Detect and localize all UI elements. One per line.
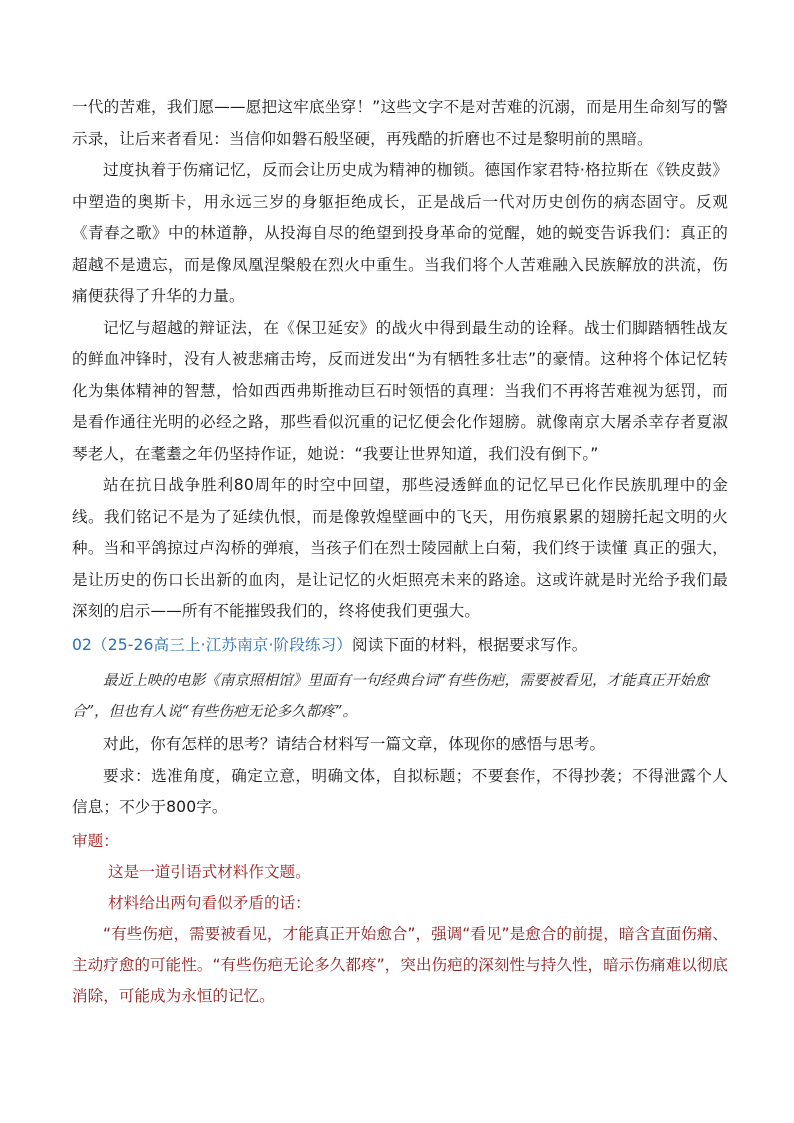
document-page	[72, 92, 728, 1012]
question-requirements: 要求：选准角度，确定立意，明确文体，自拟标题；不要套作，不得抄袭；不得泄露个人信息；不少于800字。	[72, 766, 728, 816]
question-source: （25-26高三上·江苏南京·阶段练习）	[92, 635, 352, 654]
essay-paragraph-2: 过度执着于伤痛记忆，反而会让历史成为精神的枷锁。德国作家君特·格拉斯在《铁皮鼓》中塑造的奥斯卡，用永远三岁的身躯拒绝成长，正是战后一代对历史创伤的病态固守。反观《青春之歌》中的林道静，从投海自尽的绝望到投身革命的觉醒，她的蜕变告诉我们：真正的超越不是遗忘，而是像凤凰涅槃般在烈火中重生。当我们将个人苦难融入民族解放的洪流，伤痛便获得了升华的力量。	[72, 161, 728, 305]
question-prompt: 对此，你有怎样的思考？请结合材料写一篇文章，体现你的感悟与思考。	[103, 735, 606, 753]
essay-paragraph-1: 一代的苦难，我们愿——愿把这牢底坐穿！”这些文字不是对苦难的沉溺，而是用生命刻写的警示录，让后来者看见：当信仰如磐石般坚硬，再残酷的折磨也不过是黎明前的黑暗。	[72, 98, 728, 148]
analysis-line-1: 这是一道引语式材料作文题。	[108, 862, 311, 881]
essay-paragraph-4: 站在抗日战争胜利80周年的时空中回望，那些浸透鲜血的记忆早已化作民族肌理中的金线。我们铭记不是为了延续仇恨，而是像敦煌壁画中的飞天，用伤痕累累的翅膀托起文明的火种。当和平鸽掠过卢沟桥的弹痕，当孩子们在烈士陵园献上白菊，我们终于读懂 真正的强大，是让历史的伤口长出新的血肉，是让记忆的火炬照亮未来的路途。这或许就是时光给予我们最深刻的启示——所有不能摧毁我们的，终将使我们更强大。	[72, 476, 728, 620]
material-quote: 最近上映的电影《南京照相馆》里面有一句经典台词“有些伤疤，需要被看见，才能真正开始愈合”，但也有人说“有些伤疤无论多久都疼”。	[72, 672, 709, 720]
question-heading	[72, 630, 728, 662]
analysis-heading: 审题：	[72, 831, 119, 850]
essay-paragraph-3: 记忆与超越的辩证法，在《保卫延安》的战火中得到最生动的诠释。战士们脚踏牺牲战友的鲜血冲锋时，没有人被悲痛击垮，反而迸发出“为有牺牲多壮志”的豪情。这种将个体记忆转化为集体精神的智慧，恰如西西弗斯推动巨石时领悟的真理：当我们不再将苦难视为惩罚，而是看作通往光明的必经之路，那些看似沉重的记忆便会化作翅膀。就像南京大屠杀幸存者夏淑琴老人，在耄耋之年仍坚持作证，她说：“我要让世界知道，我们没有倒下。”	[72, 318, 728, 463]
analysis-line-3: “有些伤疤，需要被看见，才能真正开始愈合”，强调“看见”是愈合的前提，暗含直面伤痛、主动疗愈的可能性。“有些伤疤无论多久都疼”，突出伤疤的深刻性与持久性，暗示伤痛难以彻底消除，可能成为永恒的记忆。	[72, 924, 728, 1005]
question-lead: 阅读下面的材料，根据要求写作。	[352, 635, 588, 654]
question-number: 02	[72, 635, 93, 654]
analysis-line-2: 材料给出两句看似矛盾的话：	[108, 893, 311, 912]
